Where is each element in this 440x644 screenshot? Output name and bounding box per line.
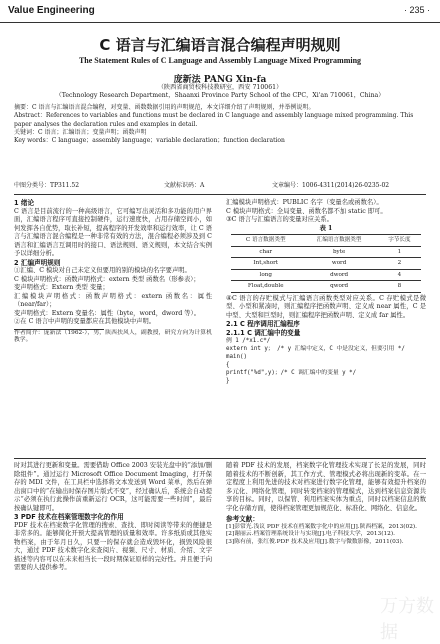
- table-header-cell: 字节长度: [378, 235, 421, 247]
- table-cell: qword: [300, 281, 377, 293]
- paragraph: ④C 语言的存贮模式与汇编语言函数类型对应关系。C 存贮模式是微型、小型和紧凑时，则汇编程序把函数声明、定义成 near 属性，C 是中型、大型和巨型时，则汇编程序把函数声明、定义成 far 属性。: [226, 294, 426, 319]
- table-header-cell: 汇编语言数据类型: [300, 235, 377, 247]
- table-row: [231, 258, 421, 270]
- paragraph: ③C 语言与汇编语言的变量对应关系。: [226, 216, 333, 223]
- table-cell: word: [300, 258, 377, 270]
- paragraph: ②在 C 语言中声明的变量都应在其他模块中声明。: [14, 318, 156, 325]
- keywords-en: Key words：C language；assembly language；variable declaration；function declaration: [14, 137, 285, 145]
- affiliation-cn: （陕西省商贸校科技教研室，西安 710061）: [157, 84, 283, 91]
- keywords-cn: 关键词：C 语言；汇编语言；变量声明；函数声明: [14, 128, 147, 136]
- table-cell: byte: [300, 246, 377, 258]
- left-lower-column: [14, 462, 212, 573]
- code-line: }: [226, 378, 230, 384]
- watermark: 万方数据: [380, 596, 434, 643]
- section-2-1-heading: 2.1 C 程序调用汇编程序: [226, 320, 300, 328]
- paragraph: ①汇编、C 模块对自己未定义但要用的别的模块的名字要声明。: [14, 267, 191, 274]
- table-row: [231, 246, 421, 258]
- paragraph: 变声明格式：Extern 类型 变量；: [14, 284, 109, 291]
- right-column: [226, 199, 426, 385]
- code-line: printf("%d",y)；/* C 调汇编中的变量 y */: [226, 370, 357, 376]
- abstract-cn: 摘要：C 语言与汇编语言混合编程，对变量、函数数据引用的声明规范，本文详细介绍了声明规则，并举例说明。: [14, 104, 315, 111]
- paragraph: 汇编模块声明格式：PUBLIC 名字（变量名或函数名）。: [226, 199, 383, 206]
- reference-item: [2]谢丽云.档案管理系统设计与实现[J].电子科技大学，2013(12).: [226, 531, 395, 538]
- abstract-block: [14, 104, 426, 145]
- code-line: 例 1 /*x1.c*/: [226, 338, 271, 344]
- table-cell: char: [231, 246, 300, 258]
- title-cn: C 语言与汇编语言混合编程声明规则: [99, 36, 341, 54]
- article-number: 文章编号：1006-4311(2014)26-0235-02: [272, 182, 390, 189]
- table-cell: Int,short: [231, 258, 300, 270]
- doc-code: 文献标识码：A: [164, 182, 205, 189]
- divider: [14, 194, 426, 195]
- section-1-heading: 1 绪论: [14, 199, 35, 207]
- abstract-en: Abstract：References to variables and functions must be declared in C language and assembly language mixed programming. This paper analyses the declaration rules and examples in detail.: [14, 112, 414, 128]
- table-cell: Float,double: [231, 281, 300, 293]
- paragraph: 时对其进行更新和变量。需要借助 Office 2003 安装光盘中的“添加/删除组件”。通过运行 Microsoft Office Document Imaging，打开保存的 MDI 文件，在工具栏中选择将文本发送到 Word 菜单，然后在弹出窗口中的“在输出时保存图片版式不变”，经过确认后，系统会自动提示“必须在执行此操作前重新运行 OCR，这可能需要一些时间”，最后按确认键即可。: [14, 462, 212, 512]
- article-divider: [14, 458, 426, 459]
- section-2-1-1-heading: 2.1.1 C 调汇编中的变量: [226, 328, 301, 337]
- paragraph: C 模块声明格式：全局变量、函数名都不加 static 即可。: [226, 207, 387, 215]
- page-number: · 235 ·: [403, 5, 430, 15]
- right-lower-column: [226, 462, 426, 546]
- meta-line: [14, 182, 426, 191]
- reference-item: [3]陈有前，张红俊.PDF 技术及应用[J].数字与微数影像，2011(03).: [226, 538, 404, 545]
- journal-name: Value Engineering: [8, 5, 95, 16]
- paragraph: 汇编模块声明格式：函数声明格式：extern 函数名：属性（near/far）；: [14, 292, 212, 308]
- code-line: extern int y； /* y 汇编中定义，C 中是没定义，但要引用 */: [226, 346, 405, 352]
- table-title: 表 1: [319, 224, 333, 232]
- clc-number: 中图分类号：TP311.52: [14, 182, 80, 189]
- table-cell: 2: [378, 258, 421, 270]
- affiliation-en: （Technology Research Department，Shaanxi Province Party School of the CPC，Xi'an 710061，China）: [55, 92, 385, 99]
- table-header-cell: C 语言数据类型: [231, 235, 300, 247]
- table-cell: 8: [378, 281, 421, 293]
- paragraph: C 模块声明格式：函数声明格式：extern 类型 函数名（形参表）；: [14, 275, 200, 283]
- paragraph: 随着 PDF 技术的发展，档案数字化管理技术实现了长足的发展，同时随着技术的不断创新，其工作方式、管理模式必将出现新的变革。在一定程度上利用先进的技术对档案进行数字化管理，能够有效提升档案的多元化、网络化管理，同时转变档案的管理模式，达到档案信息资源共享的目标。同时，以保管、利用档案实体为重点，同时以档案信息的数字化存储方面，使得档案管理更加规范化、标准化、网络化、信息化。: [226, 462, 426, 512]
- table-cell: 4: [378, 269, 421, 281]
- title-en: The Statement Rules of C Language and Assembly Language Mixed Programming: [78, 56, 362, 65]
- table-cell: long: [231, 269, 300, 281]
- left-column: [14, 199, 212, 345]
- paragraph: C 语言是目前流行的一种高级语言，它可编写出灵活和多功能的用户界面，汇编语言程序可直接控制硬件，运行速度快，占用存储空间小，如何发挥各自优势，取长补短，提高程序的开发效率和运行效率，让 C 语言与汇编语言混合编程是一种非常有效的方法，混合编程必须涉及到 C 语言和汇编语言互调用时的接口、语法规则、语义规则，本文结合实例予以详细分析。: [14, 207, 212, 257]
- paragraph: 变声明格式：Extern 变量名：属性（byte，word，dword 等）。: [14, 309, 200, 317]
- section-2-heading: 2 汇编声明规则: [14, 258, 61, 267]
- author: 庞新法 PANG Xin-fa: [173, 75, 267, 85]
- running-header: [0, 0, 440, 23]
- table-cell: dword: [300, 269, 377, 281]
- code-line: {: [226, 362, 230, 368]
- table-row: [231, 269, 421, 281]
- author-footnote: 作者简介：庞新法（1962-），男，陕西扶风人，副教授，研究方向为计算机教学。: [14, 329, 212, 344]
- references-heading: 参考文献：: [226, 515, 259, 523]
- table-header-row: [231, 235, 421, 247]
- type-table: [231, 234, 421, 293]
- paragraph: PDF 技术在档案数字化管理的搜索、查找、即时阅读等带来的便捷是非常多的。能够简化开预大提高管理的质量和效率。许多纸质或其他实物档案，由于年月日久，只要一的保存就会造成毁坏化，损毁风险很大，通过 PDF 技术数字化来查阅片、视频、尺寸、材质、介绍、文字描述等内容可以在未来相当长一段时期保证原样的完好性。并且便于向需要的人提供参考。: [14, 521, 212, 571]
- section-3-heading: 3 PDF 技术在档案管理数字化的作用: [14, 513, 124, 521]
- code-block: [226, 337, 426, 385]
- table-cell: 1: [378, 246, 421, 258]
- code-line: main(): [226, 354, 247, 360]
- reference-item: [1]彭常光.浅议 PDF 技术在档案数字化中的应用[J].陕西档案，2013(02).: [226, 523, 418, 530]
- table-row: [231, 281, 421, 293]
- affiliation: [0, 84, 440, 100]
